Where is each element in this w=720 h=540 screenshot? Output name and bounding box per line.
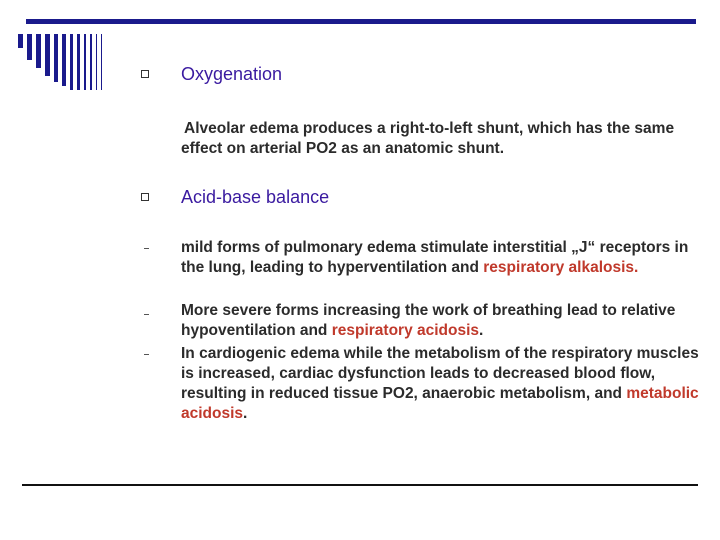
item-text: In cardiogenic edema while the metabolism of the respiratory muscles is increased, cardiac dysfunction leads to decreased blood flow, resulting in reduced tissue PO2, anaerobic metabolism, and: [181, 345, 699, 402]
square-bullet-icon: [141, 70, 149, 78]
dash-bullet-icon: [144, 314, 149, 315]
item-text: More severe forms increasing the work of breathing lead to relative hypoventilation and: [181, 302, 676, 339]
section-heading-acid-base: Acid-base balance: [181, 187, 330, 207]
top-rule: [26, 19, 696, 24]
list-item-severe-forms: [181, 301, 701, 341]
list-item-mild-forms: [181, 238, 701, 278]
highlight-metabolic-acidosis: metabolic acidosis: [181, 385, 699, 422]
highlight-respiratory-acidosis: respiratory acidosis: [331, 322, 480, 339]
item-end: .: [479, 322, 484, 339]
section-heading-oxygenation: Oxygenation: [181, 64, 283, 84]
item-end: .: [243, 405, 248, 422]
bottom-rule: [22, 484, 698, 486]
dash-bullet-icon: [144, 354, 149, 355]
square-bullet-icon: [141, 193, 149, 201]
list-item-cardiogenic: [181, 344, 701, 424]
item-text: mild forms of pulmonary edema stimulate interstitial „J“ receptors in the lung, leading to hyperventilation and: [181, 239, 689, 276]
dash-bullet-icon: [144, 248, 149, 249]
highlight-respiratory-alkalosis: respiratory alkalosis.: [483, 259, 639, 276]
oxygenation-text: Alveolar edema produces a right-to-left shunt, which has the same effect on arterial PO2 as an anatomic shunt.: [181, 120, 675, 157]
